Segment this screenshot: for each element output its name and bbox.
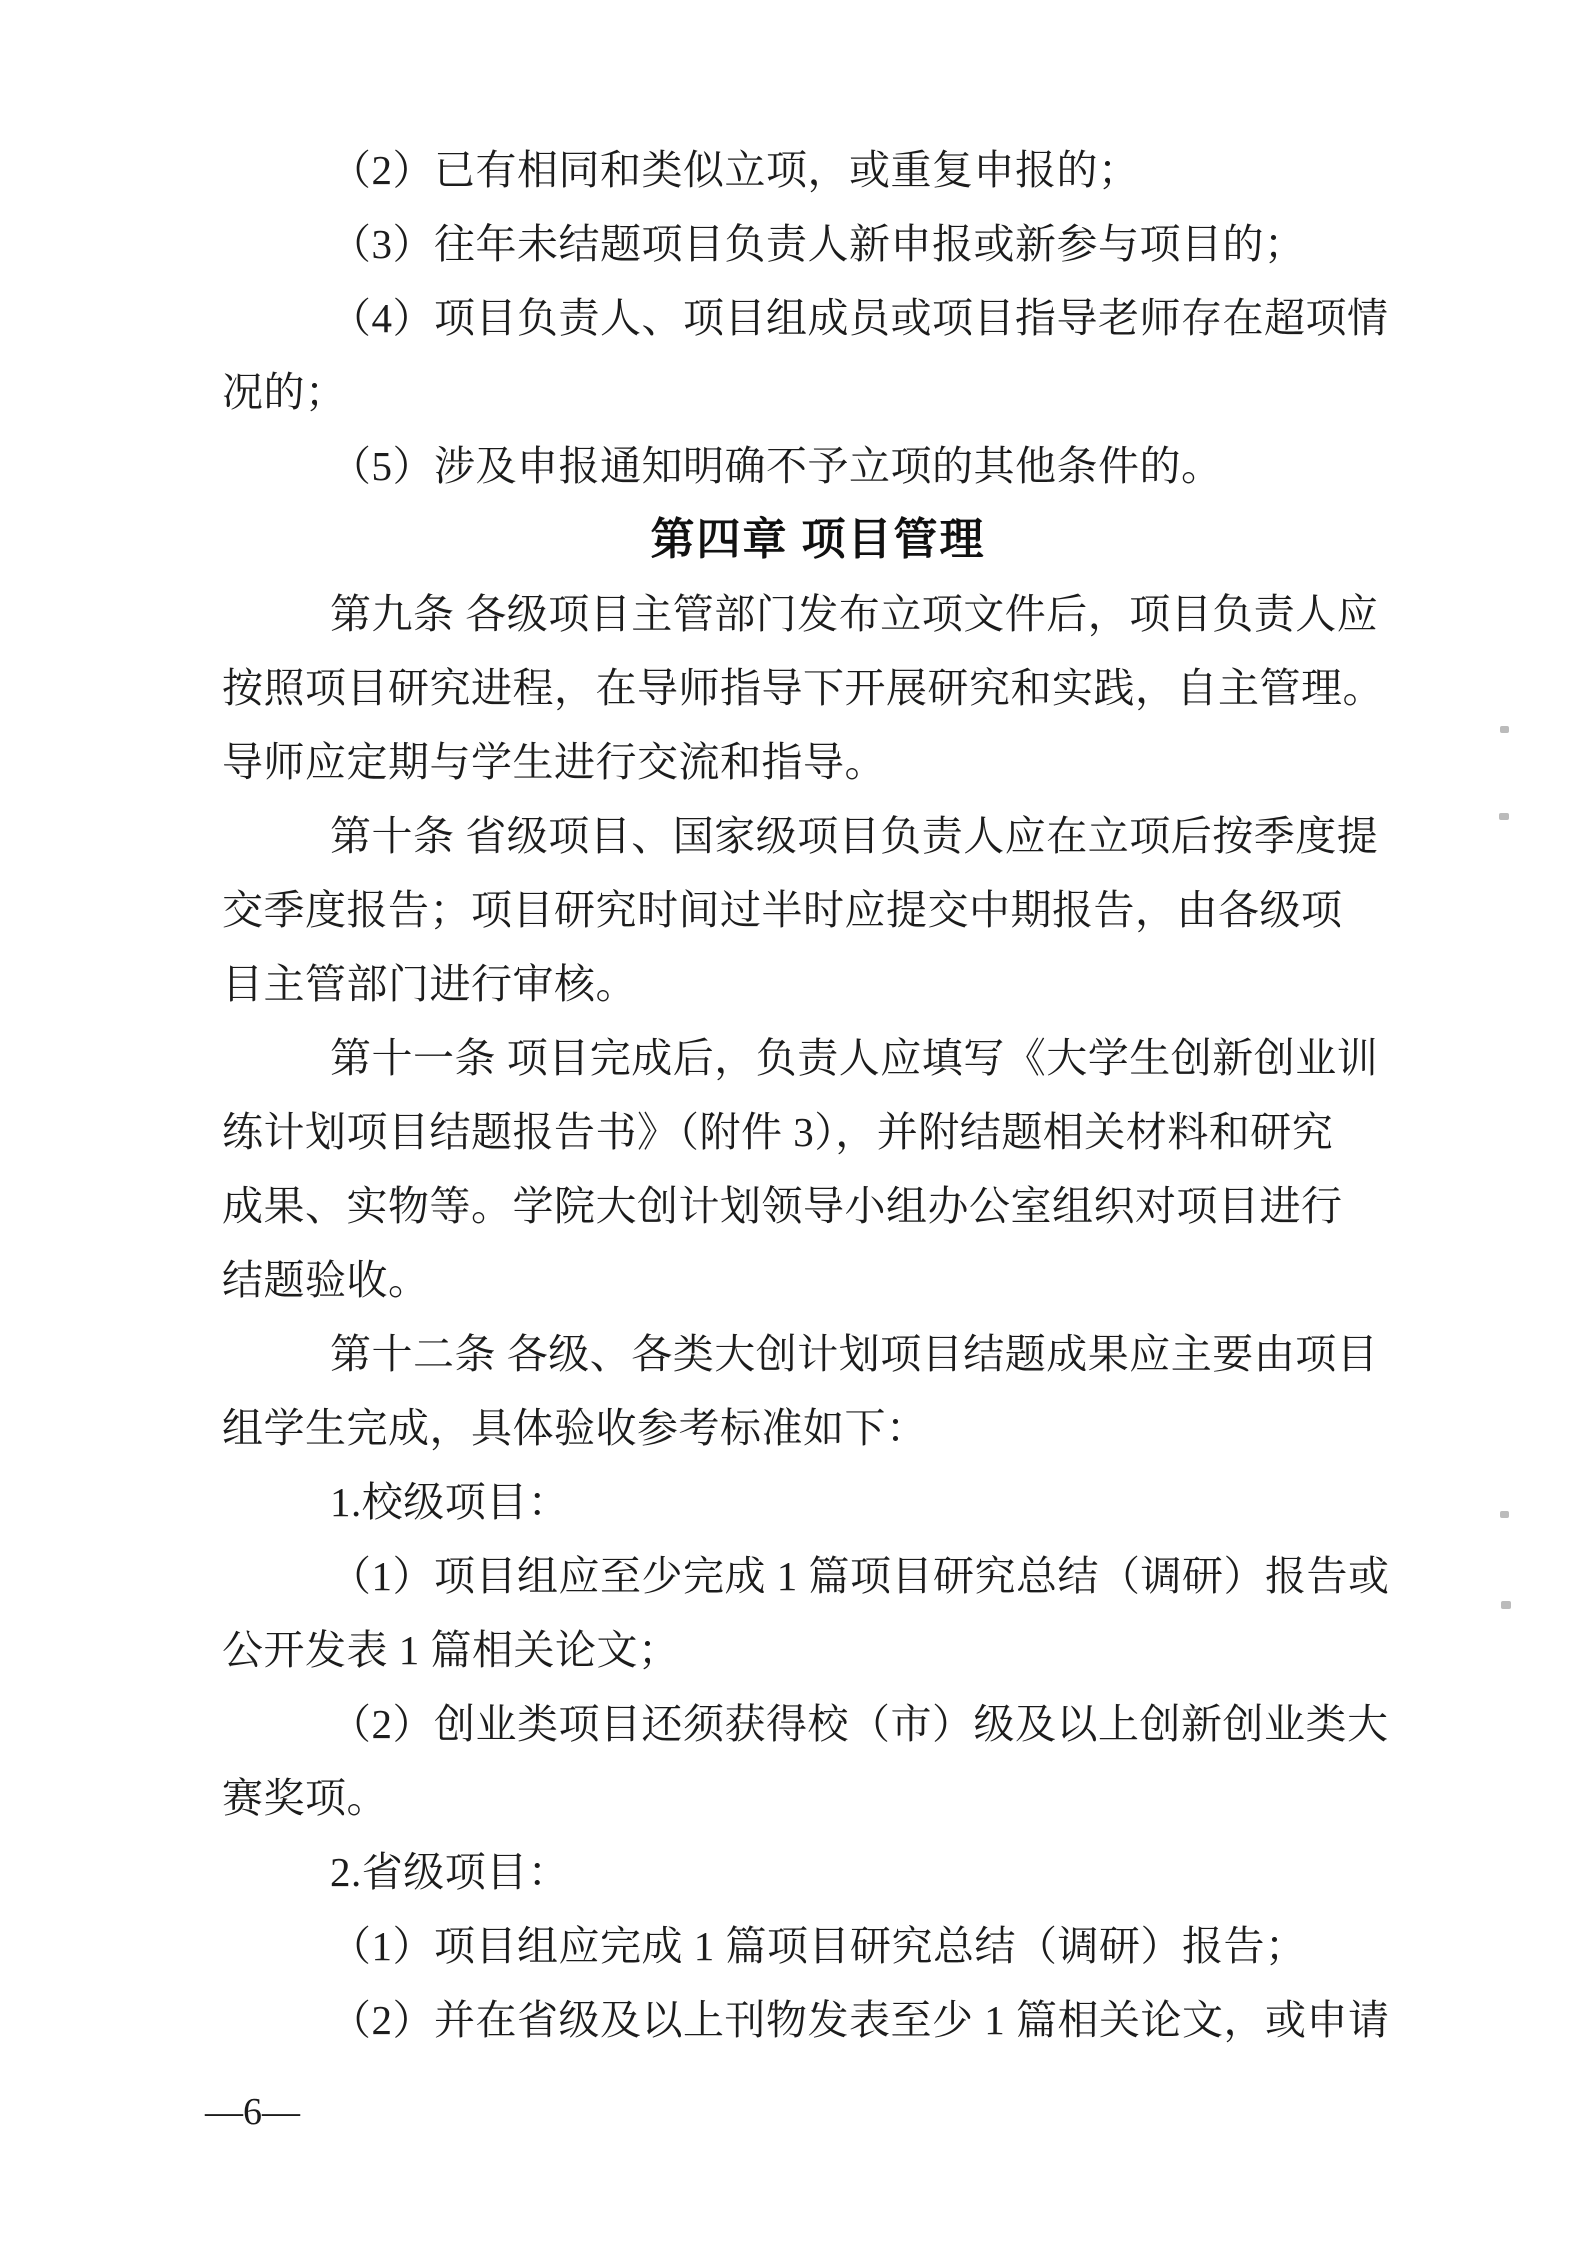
document-line: 练计划项目结题报告书》（附件 3），并附结题相关材料和研究 — [222, 1109, 1334, 1155]
document-line: （2）并在省级及以上刊物发表至少 1 篇相关论文，或申请 — [330, 1997, 1390, 2043]
document-line: 况的； — [222, 369, 347, 415]
document-line: （3）往年未结题项目负责人新申报或新参与项目的； — [330, 221, 1306, 267]
scan-speck — [1501, 1601, 1511, 1609]
document-line: （1）项目组应完成 1 篇项目研究总结（调研）报告； — [330, 1923, 1307, 1969]
document-line: 第九条 各级项目主管部门发布立项文件后，项目负责人应 — [330, 591, 1379, 637]
document-line: 结题验收。 — [222, 1257, 430, 1303]
document-line: （5）涉及申报通知明确不予立项的其他条件的。 — [330, 443, 1223, 489]
document-line: 导师应定期与学生进行交流和指导。 — [222, 739, 886, 785]
document-line: （4）项目负责人、项目组成员或项目指导老师存在超项情 — [330, 295, 1389, 341]
document-line: 第十二条 各级、各类大创计划项目结题成果应主要由项目 — [330, 1331, 1379, 1377]
document-line: 按照项目研究进程，在导师指导下开展研究和实践，自主管理。 — [222, 665, 1384, 711]
text-column — [222, 133, 1414, 2057]
document-line: 公开发表 1 篇相关论文； — [222, 1627, 680, 1673]
document-line: 赛奖项。 — [222, 1775, 388, 1821]
scan-speck — [1500, 726, 1509, 733]
document-line: （2）已有相同和类似立项，或重复申报的； — [330, 147, 1140, 193]
document-line: 第十条 省级项目、国家级项目负责人应在立项后按季度提 — [330, 813, 1379, 859]
document-line: 目主管部门进行审核。 — [222, 961, 637, 1007]
page-number: —6— — [205, 2091, 300, 2133]
document-line: 第十一条 项目完成后，负责人应填写《大学生创新创业训 — [330, 1035, 1379, 1081]
scan-speck — [1500, 1511, 1509, 1518]
document-line: 2.省级项目： — [330, 1849, 570, 1895]
document-line: 交季度报告；项目研究时间过半时应提交中期报告，由各级项 — [222, 887, 1343, 933]
document-line: 成果、实物等。学院大创计划领导小组办公室组织对项目进行 — [222, 1183, 1343, 1229]
document-line: 1.校级项目： — [330, 1479, 570, 1525]
document-line: （1）项目组应至少完成 1 篇项目研究总结（调研）报告或 — [330, 1553, 1390, 1599]
scan-speck — [1499, 813, 1509, 820]
document-line: 组学生完成，具体验收参考标准如下： — [222, 1405, 928, 1451]
chapter-heading: 第四章 项目管理 — [650, 515, 986, 564]
document-line: （2）创业类项目还须获得校（市）级及以上创新创业类大 — [330, 1701, 1389, 1747]
